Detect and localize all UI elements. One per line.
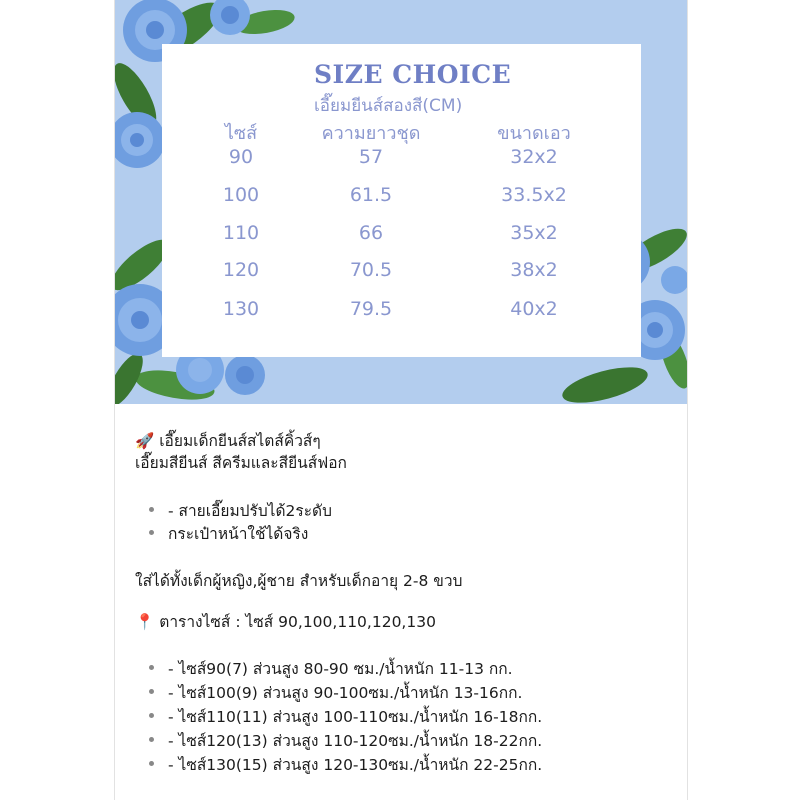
header-waist: ขนาดเอว [497,123,571,144]
rocket-emoji-icon: 🚀 [135,432,155,450]
list-item [149,498,332,523]
cell-waist: 40x2 [510,298,558,320]
list-item [149,656,513,681]
cell-waist: 32x2 [510,146,558,168]
cell-length: 61.5 [349,184,393,206]
list-item [149,704,542,729]
cell-waist: 35x2 [510,222,558,244]
list-item [149,752,542,777]
list-item [149,728,542,753]
age-note: ใส่ได้ทั้งเด็กผู้หญิง,ผู้ชาย สำหรับเด็กอายุ 2-8 ขวบ [135,572,463,590]
size-table-label: ตารางไซส์ : ไซส์ 90,100,110,120,130 [159,613,436,631]
size-choice-title: SIZE CHOICE [314,60,512,89]
cell-waist: 33.5x2 [501,184,567,206]
pin-emoji-icon: 📍 [135,613,155,631]
size-detail-text: - ไซส์110(11) ส่วนสูง 100-110ซม./น้ำหนัก 16-18กก. [168,708,543,726]
cell-size: 110 [222,222,260,244]
feature-text: กระเป๋าหน้าใช้ได้จริง [168,525,309,543]
cell-waist: 38x2 [510,259,558,281]
size-chart-banner [115,0,687,404]
size-detail-text: - ไซส์100(9) ส่วนสูง 90-100ซม./น้ำหนัก 13-16กก. [168,684,523,702]
cell-length: 57 [358,146,384,168]
size-choice-card [162,44,641,357]
size-detail-text: - ไซส์120(13) ส่วนสูง 110-120ซม./น้ำหนัก 18-22กก. [168,732,543,750]
headline-text: เอี๊ยมเด็กยีนส์สไตส์คิ้วส์ๆ [159,432,321,450]
cell-length: 79.5 [349,298,393,320]
cell-size: 100 [222,184,260,206]
header-length: ความยาวชุด [321,123,421,144]
size-choice-subtitle: เอี๊ยมยีนส์สองสี(CM) [314,96,463,116]
size-detail-text: - ไซส์90(7) ส่วนสูง 80-90 ซม./น้ำหนัก 11-13 กก. [168,660,513,678]
cell-length: 66 [358,222,384,244]
list-item [149,680,522,705]
post-column [114,0,688,800]
subline-text: เอี๊ยมสียีนส์ สีครีมและสียีนส์ฟอก [135,454,347,472]
cell-size: 120 [222,259,260,281]
cell-length: 70.5 [349,259,393,281]
list-item [149,521,308,546]
size-detail-text: - ไซส์130(15) ส่วนสูง 120-130ซม./น้ำหนัก 22-25กก. [168,756,543,774]
cell-size: 130 [222,298,260,320]
cell-size: 90 [228,146,254,168]
feature-text: - สายเอี๊ยมปรับได้2ระดับ [168,502,332,520]
header-size: ไซส์ [224,123,258,144]
size-table-line [135,609,436,634]
